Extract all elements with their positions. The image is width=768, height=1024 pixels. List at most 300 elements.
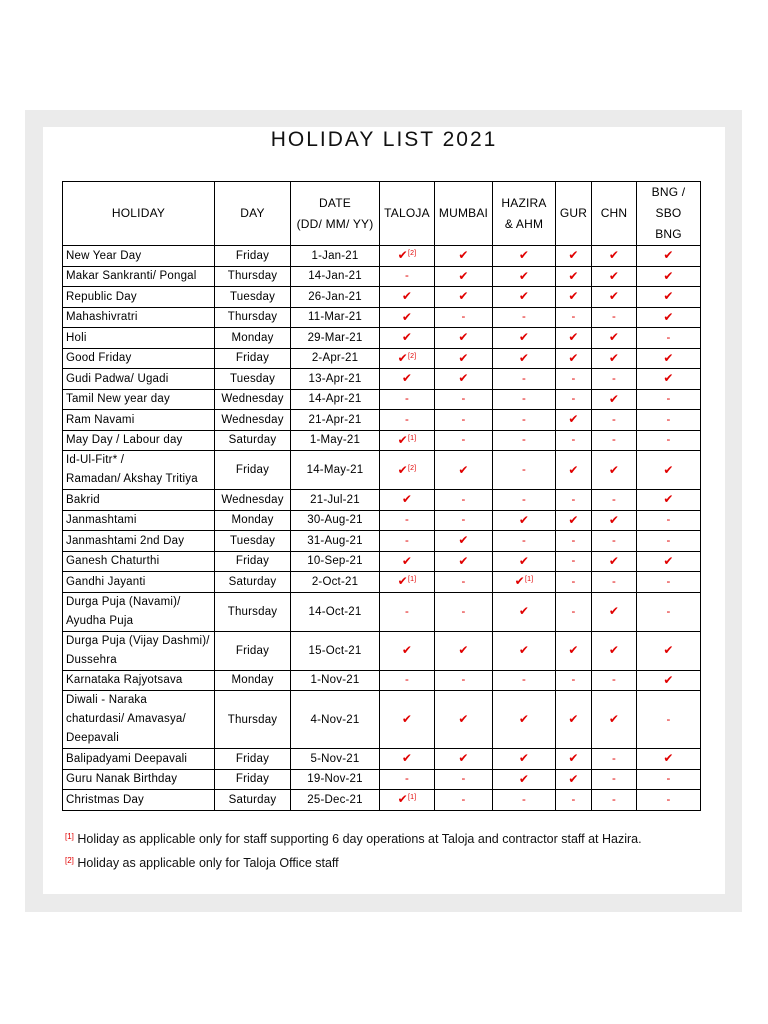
applicability-cell (380, 410, 435, 431)
holiday-name-cell (63, 266, 215, 287)
footnote-reference: [1] (407, 434, 417, 442)
date-cell: 25-Dec-21 (291, 790, 380, 811)
table-row (63, 631, 701, 670)
check-icon: ✔ (397, 350, 408, 365)
check-icon: ✔ (458, 751, 469, 766)
holiday-name: Id-Ul-Fitr* / (66, 454, 125, 466)
applicability-cell (637, 670, 701, 691)
applicability-cell (380, 369, 435, 390)
check-icon: ✔ (608, 391, 620, 406)
holiday-name: Gudi Padwa/ Ugadi (66, 372, 169, 385)
holiday-name-cell (63, 328, 215, 349)
check-icon: ✔ (663, 268, 674, 283)
applicability-cell (592, 287, 637, 308)
table-row (63, 307, 701, 328)
column-header (63, 182, 215, 246)
applicability-cell (556, 451, 592, 490)
check-icon: ✔ (458, 268, 469, 283)
applicability-cell (493, 769, 556, 790)
holiday-name-cell (63, 790, 215, 811)
holiday-name: Christmas Day (66, 793, 145, 806)
not-applicable-dash: - (666, 534, 671, 547)
column-header-text: BNG (655, 227, 682, 241)
applicability-cell (637, 389, 701, 410)
table-row (63, 551, 701, 572)
date-cell: 1-May-21 (291, 430, 380, 451)
applicability-cell (435, 551, 493, 572)
applicability-cell (556, 572, 592, 593)
applicability-cell (592, 430, 637, 451)
holiday-name: May Day / Labour day (66, 434, 183, 447)
applicability-cell (435, 631, 493, 670)
applicability-cell (592, 510, 637, 531)
applicability-cell (556, 410, 592, 431)
holiday-name-cell (63, 510, 215, 531)
column-header-text: TALOJA (384, 206, 430, 220)
day-cell: Thursday (215, 307, 291, 328)
day-cell: Thursday (215, 592, 291, 631)
holiday-name-cell (63, 691, 215, 749)
not-applicable-dash: - (666, 713, 671, 726)
applicability-cell (435, 328, 493, 349)
applicability-cell (380, 451, 435, 490)
check-icon: ✔ (608, 350, 620, 365)
footnote-reference: [2] (407, 250, 417, 258)
applicability-cell (556, 430, 592, 451)
date-cell: 21-Jul-21 (291, 490, 380, 511)
holiday-name: Tamil New year day (66, 393, 170, 406)
not-applicable-dash: - (404, 674, 410, 687)
not-applicable-dash: - (571, 311, 576, 324)
check-icon: ✔ (401, 643, 413, 657)
check-icon: ✔ (568, 350, 579, 365)
applicability-cell (435, 369, 493, 390)
column-header-text: MUMBAI (438, 206, 489, 220)
column-header-text: HOLIDAY (111, 206, 166, 220)
applicability-cell (556, 749, 592, 770)
holiday-name: Janmashtami (66, 514, 137, 527)
not-applicable-dash: - (461, 311, 466, 324)
table-row (63, 531, 701, 552)
holiday-name-cell (63, 531, 215, 552)
not-applicable-dash: - (521, 793, 527, 806)
applicability-cell (435, 572, 493, 593)
holiday-name: Karnataka Rajyotsava (66, 674, 183, 687)
not-applicable-dash: - (461, 575, 466, 588)
applicability-cell (380, 592, 435, 631)
holiday-name-cell (63, 410, 215, 431)
not-applicable-dash: - (571, 575, 576, 588)
applicability-cell (556, 631, 592, 670)
table-row (63, 749, 701, 770)
applicability-cell (637, 631, 701, 670)
holiday-name: chaturdasi/ Amavasya/ (66, 713, 186, 725)
check-icon: ✔ (568, 712, 579, 726)
day-cell: Saturday (215, 572, 291, 593)
check-icon: ✔ (663, 350, 674, 365)
check-icon: ✔ (518, 350, 530, 365)
applicability-cell (435, 389, 493, 410)
applicability-cell (380, 769, 435, 790)
table-row (63, 490, 701, 511)
applicability-cell (592, 790, 637, 811)
column-header-text: DATE (319, 195, 351, 210)
applicability-cell (380, 348, 435, 369)
applicability-cell (592, 307, 637, 328)
applicability-cell (592, 691, 637, 749)
check-icon: ✔ (458, 553, 469, 568)
not-applicable-dash: - (666, 773, 671, 786)
applicability-cell (637, 246, 701, 267)
applicability-cell (592, 410, 637, 431)
applicability-cell (435, 769, 493, 790)
check-icon: ✔ (608, 248, 620, 263)
check-icon: ✔ (568, 248, 579, 263)
applicability-cell (493, 510, 556, 531)
holiday-name: Good Friday (66, 352, 132, 365)
column-header (592, 182, 637, 246)
holiday-table (62, 181, 701, 811)
not-applicable-dash: - (521, 393, 527, 406)
not-applicable-dash: - (611, 493, 617, 506)
applicability-cell (435, 490, 493, 511)
date-cell: 5-Nov-21 (291, 749, 380, 770)
check-icon: ✔ (518, 248, 530, 263)
check-icon: ✔ (608, 268, 620, 283)
not-applicable-dash: - (611, 773, 617, 786)
applicability-cell (435, 430, 493, 451)
applicability-cell (556, 790, 592, 811)
date-cell: 14-May-21 (291, 451, 380, 490)
applicability-cell (592, 490, 637, 511)
applicability-cell (435, 410, 493, 431)
applicability-cell (435, 670, 493, 691)
applicability-cell (556, 531, 592, 552)
not-applicable-dash: - (404, 270, 410, 283)
applicability-cell (380, 490, 435, 511)
not-applicable-dash: - (461, 773, 466, 786)
applicability-cell (380, 246, 435, 267)
check-icon: ✔ (568, 412, 579, 427)
day-cell: Tuesday (215, 369, 291, 390)
applicability-cell (592, 348, 637, 369)
column-header-text: HAZIRA (501, 195, 547, 210)
applicability-cell (637, 790, 701, 811)
applicability-cell (493, 572, 556, 593)
date-cell: 10-Sep-21 (291, 551, 380, 572)
date-cell: 14-Jan-21 (291, 266, 380, 287)
check-icon: ✔ (608, 553, 620, 568)
holiday-name: Ganesh Chaturthi (66, 555, 160, 568)
holiday-name: Mahashivratri (66, 311, 138, 324)
not-applicable-dash: - (666, 575, 671, 588)
column-header (637, 182, 701, 246)
check-icon: ✔ (458, 289, 469, 304)
applicability-cell (435, 691, 493, 749)
check-icon: ✔ (401, 289, 413, 304)
check-icon: ✔ (663, 751, 674, 766)
not-applicable-dash: - (404, 534, 410, 547)
check-icon: ✔ (397, 432, 408, 447)
footnote-marker: [2] (65, 856, 74, 865)
column-header (291, 182, 380, 246)
not-applicable-dash: - (611, 793, 617, 806)
applicability-cell (556, 369, 592, 390)
check-icon: ✔ (458, 330, 469, 345)
applicability-cell (592, 749, 637, 770)
footnote-2 (65, 856, 339, 870)
holiday-name: New Year Day (66, 249, 142, 262)
applicability-cell (493, 246, 556, 267)
check-icon: ✔ (401, 712, 413, 726)
footnote-text: Holiday as applicable only for staff supporting 6 day operations at Taloja and contractor staff at Hazira. (73, 832, 642, 846)
check-icon: ✔ (663, 371, 674, 386)
applicability-cell (556, 266, 592, 287)
applicability-cell (592, 389, 637, 410)
date-cell: 19-Nov-21 (291, 769, 380, 790)
date-cell: 15-Oct-21 (291, 631, 380, 670)
applicability-cell (380, 670, 435, 691)
applicability-cell (556, 592, 592, 631)
check-icon: ✔ (518, 289, 530, 304)
applicability-cell (435, 287, 493, 308)
not-applicable-dash: - (666, 434, 671, 447)
date-cell: 1-Jan-21 (291, 246, 380, 267)
not-applicable-dash: - (461, 605, 466, 618)
table-row (63, 410, 701, 431)
not-applicable-dash: - (521, 464, 527, 476)
holiday-name: Guru Nanak Birthday (66, 773, 178, 786)
applicability-cell (493, 287, 556, 308)
table-row (63, 790, 701, 811)
date-cell: 1-Nov-21 (291, 670, 380, 691)
applicability-cell (637, 307, 701, 328)
table-row (63, 430, 701, 451)
check-icon: ✔ (518, 643, 530, 657)
check-icon: ✔ (608, 289, 620, 304)
footnote-reference: [1] (524, 576, 534, 584)
applicability-cell (592, 769, 637, 790)
applicability-cell (637, 348, 701, 369)
holiday-name-cell (63, 490, 215, 511)
not-applicable-dash: - (666, 331, 671, 344)
applicability-cell (493, 790, 556, 811)
applicability-cell (380, 551, 435, 572)
table-row (63, 510, 701, 531)
check-icon: ✔ (458, 350, 469, 365)
holiday-name-cell (63, 592, 215, 631)
check-icon: ✔ (568, 268, 579, 283)
not-applicable-dash: - (666, 514, 671, 527)
holiday-name: Makar Sankranti/ Pongal (66, 270, 197, 283)
day-cell: Wednesday (215, 389, 291, 410)
date-cell: 26-Jan-21 (291, 287, 380, 308)
applicability-cell (556, 510, 592, 531)
holiday-name-cell (63, 769, 215, 790)
not-applicable-dash: - (461, 413, 466, 426)
holiday-name: Gandhi Jayanti (66, 575, 146, 588)
applicability-cell (637, 592, 701, 631)
check-icon: ✔ (458, 533, 469, 548)
not-applicable-dash: - (611, 534, 617, 547)
table-row (63, 451, 701, 490)
header-row (63, 182, 701, 246)
holiday-name-cell (63, 430, 215, 451)
applicability-cell (493, 592, 556, 631)
table-row (63, 389, 701, 410)
not-applicable-dash: - (666, 793, 671, 806)
check-icon: ✔ (518, 604, 530, 618)
applicability-cell (435, 790, 493, 811)
applicability-cell (493, 328, 556, 349)
check-icon: ✔ (397, 248, 408, 263)
not-applicable-dash: - (521, 534, 527, 547)
column-header (556, 182, 592, 246)
applicability-cell (637, 531, 701, 552)
check-icon: ✔ (458, 462, 469, 477)
applicability-cell (493, 490, 556, 511)
applicability-cell (556, 670, 592, 691)
date-cell: 29-Mar-21 (291, 328, 380, 349)
applicability-cell (493, 451, 556, 490)
check-icon: ✔ (518, 553, 530, 568)
applicability-cell (380, 572, 435, 593)
applicability-cell (637, 328, 701, 349)
column-header-text: DAY (240, 206, 265, 220)
applicability-cell (493, 631, 556, 670)
check-icon: ✔ (518, 330, 530, 345)
check-icon: ✔ (663, 643, 674, 657)
applicability-cell (493, 531, 556, 552)
day-cell: Friday (215, 551, 291, 572)
check-icon: ✔ (663, 309, 674, 324)
holiday-name-cell (63, 631, 215, 670)
date-cell: 11-Mar-21 (291, 307, 380, 328)
holiday-name: Republic Day (66, 290, 137, 303)
applicability-cell (637, 490, 701, 511)
applicability-cell (435, 531, 493, 552)
check-icon: ✔ (663, 248, 674, 263)
check-icon: ✔ (663, 492, 674, 507)
applicability-cell (556, 246, 592, 267)
applicability-cell (435, 266, 493, 287)
check-icon: ✔ (458, 643, 469, 657)
holiday-name-cell (63, 551, 215, 572)
check-icon: ✔ (518, 512, 530, 527)
applicability-cell (556, 691, 592, 749)
applicability-cell (380, 631, 435, 670)
day-cell: Friday (215, 348, 291, 369)
applicability-cell (592, 451, 637, 490)
check-icon: ✔ (568, 643, 579, 657)
day-cell: Monday (215, 510, 291, 531)
applicability-cell (493, 389, 556, 410)
applicability-cell (637, 430, 701, 451)
table-row (63, 769, 701, 790)
not-applicable-dash: - (461, 674, 466, 687)
column-header-text: GUR (559, 206, 588, 220)
not-applicable-dash: - (571, 534, 576, 547)
applicability-cell (592, 266, 637, 287)
applicability-cell (380, 307, 435, 328)
check-icon: ✔ (663, 462, 674, 477)
holiday-name-cell (63, 670, 215, 691)
check-icon: ✔ (568, 289, 579, 304)
day-cell: Wednesday (215, 410, 291, 431)
applicability-cell (637, 572, 701, 593)
not-applicable-dash: - (571, 674, 576, 687)
applicability-cell (637, 369, 701, 390)
column-header-text: & AHM (504, 216, 544, 231)
not-applicable-dash: - (571, 555, 576, 568)
not-applicable-dash: - (521, 674, 527, 687)
holiday-name: Ramadan/ Akshay Tritiya (66, 473, 198, 485)
not-applicable-dash: - (611, 434, 617, 447)
not-applicable-dash: - (461, 393, 466, 406)
applicability-cell (380, 266, 435, 287)
check-icon: ✔ (663, 553, 674, 568)
not-applicable-dash: - (611, 575, 617, 588)
applicability-cell (493, 369, 556, 390)
applicability-cell (380, 749, 435, 770)
applicability-cell (380, 790, 435, 811)
applicability-cell (592, 592, 637, 631)
applicability-cell (493, 749, 556, 770)
applicability-cell (592, 531, 637, 552)
footnote-reference: [1] (407, 794, 417, 802)
check-icon: ✔ (518, 268, 530, 283)
not-applicable-dash: - (666, 413, 671, 426)
holiday-name: Dussehra (66, 653, 117, 666)
holiday-name-cell (63, 749, 215, 770)
table-row (63, 670, 701, 691)
holiday-name: Ram Navami (66, 413, 135, 426)
check-icon: ✔ (608, 643, 620, 657)
not-applicable-dash: - (404, 413, 410, 426)
check-icon: ✔ (568, 751, 579, 766)
check-icon: ✔ (518, 712, 530, 726)
date-cell: 2-Oct-21 (291, 572, 380, 593)
not-applicable-dash: - (611, 674, 617, 687)
check-icon: ✔ (401, 371, 413, 386)
applicability-cell (637, 769, 701, 790)
applicability-cell (637, 749, 701, 770)
not-applicable-dash: - (611, 311, 617, 324)
check-icon: ✔ (663, 672, 674, 687)
table-row (63, 246, 701, 267)
applicability-cell (435, 749, 493, 770)
applicability-cell (592, 328, 637, 349)
table-row (63, 287, 701, 308)
holiday-name: Durga Puja (Vijay Dashmi)/ (66, 634, 210, 647)
not-applicable-dash: - (611, 413, 617, 426)
applicability-cell (435, 348, 493, 369)
check-icon: ✔ (608, 512, 620, 527)
table-row (63, 266, 701, 287)
check-icon: ✔ (608, 462, 620, 477)
not-applicable-dash: - (461, 434, 466, 447)
check-icon: ✔ (458, 248, 469, 263)
not-applicable-dash: - (611, 752, 617, 765)
check-icon: ✔ (397, 462, 408, 477)
table-body (63, 246, 701, 811)
check-icon: ✔ (401, 751, 413, 766)
day-cell: Friday (215, 451, 291, 490)
check-icon: ✔ (458, 371, 469, 386)
check-icon: ✔ (401, 330, 413, 345)
applicability-cell (380, 510, 435, 531)
applicability-cell (435, 451, 493, 490)
